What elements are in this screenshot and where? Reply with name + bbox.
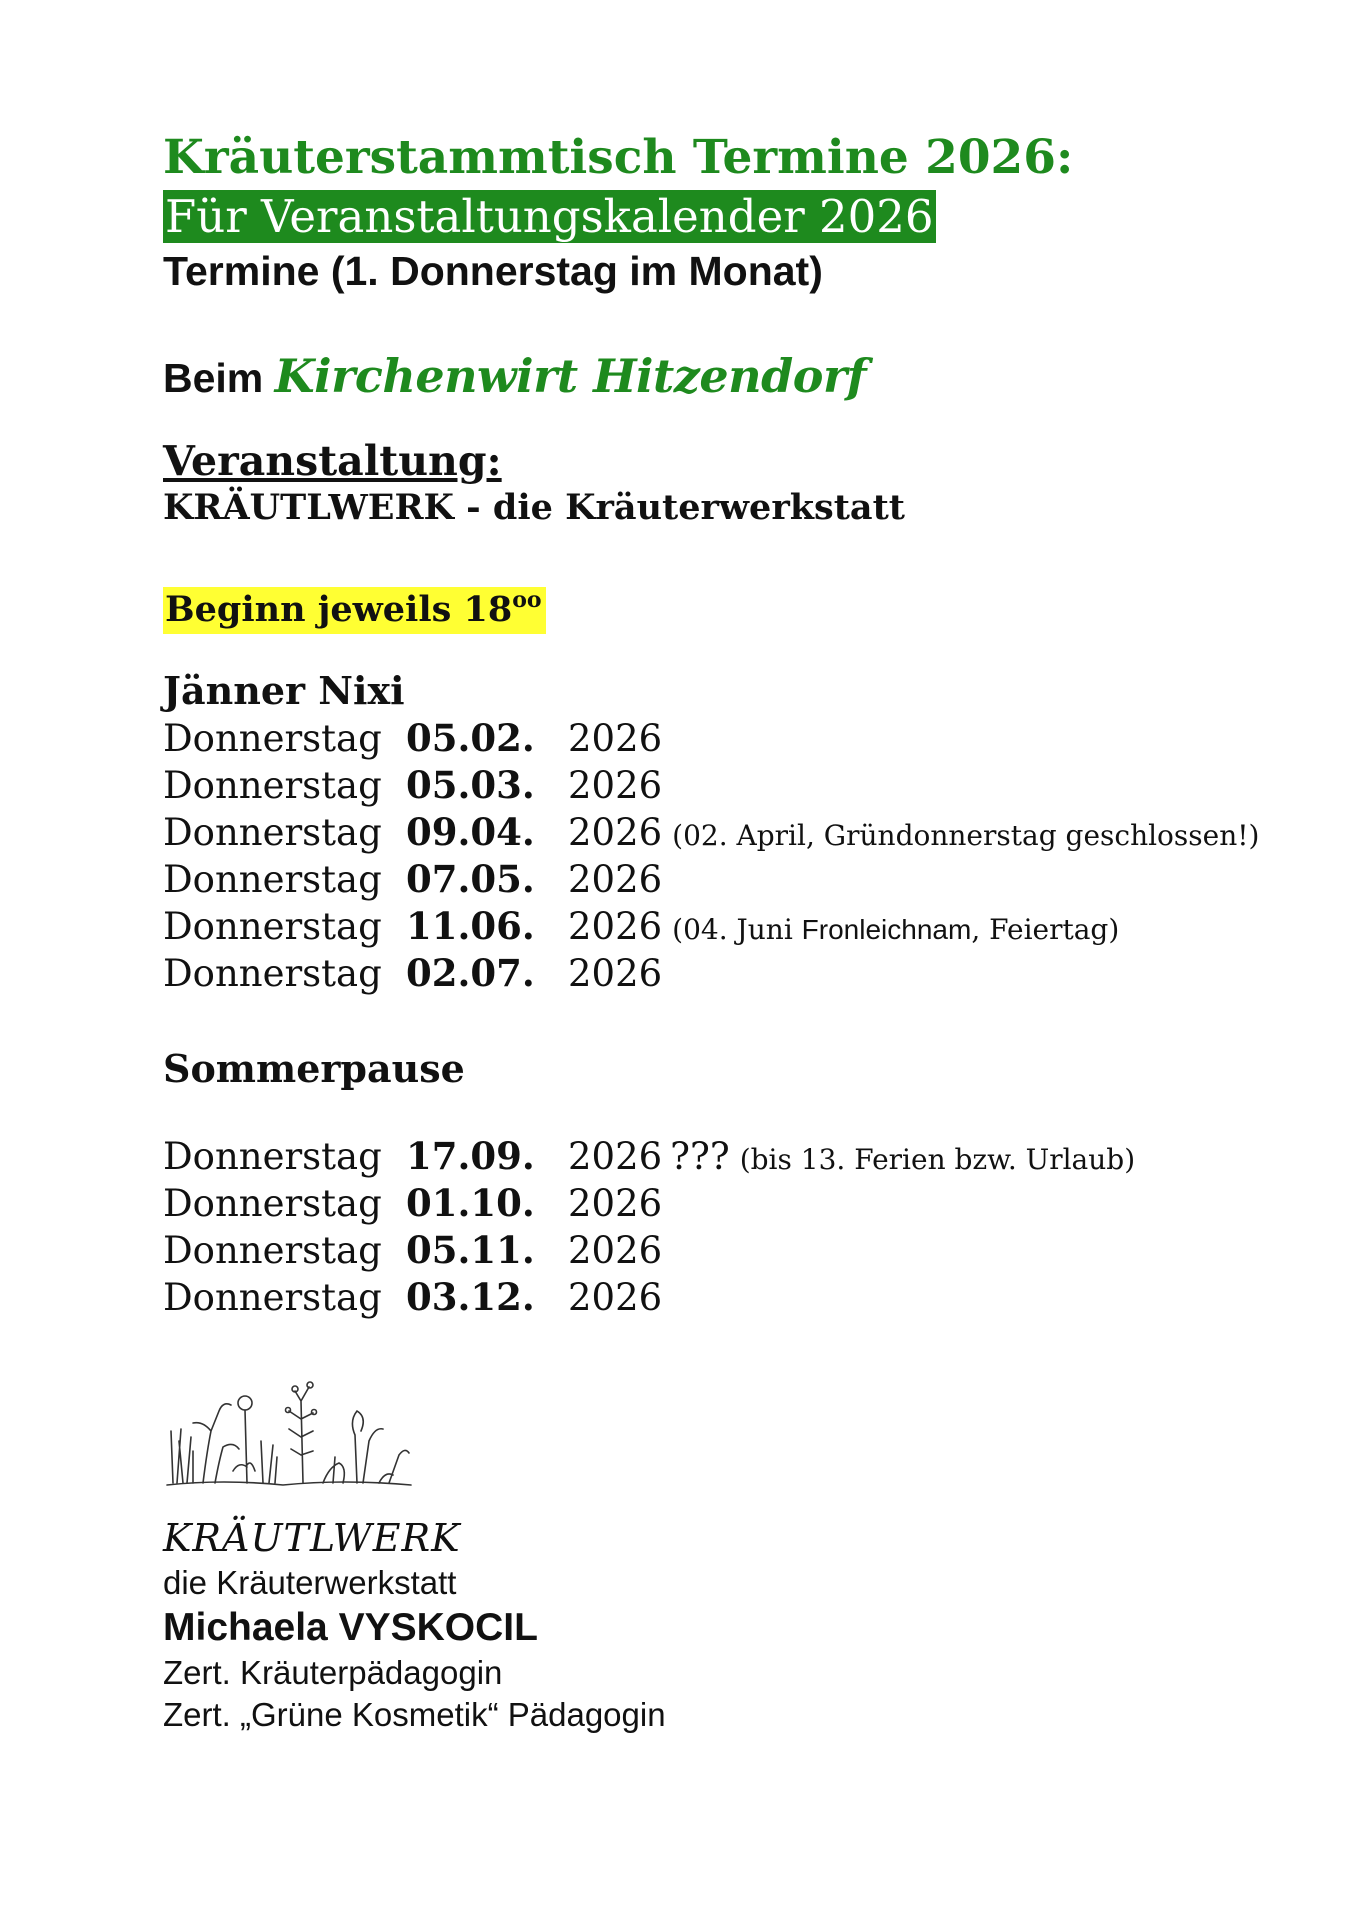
date-row bbox=[163, 950, 1303, 997]
date-row-date: 03.12. bbox=[406, 1275, 535, 1319]
venue-prefix: Beim bbox=[163, 355, 264, 401]
date-row-day: Donnerstag bbox=[163, 952, 382, 995]
schedule-note: Termine (1. Donnerstag im Monat) bbox=[163, 248, 823, 294]
date-row-date: 05.03. bbox=[406, 763, 535, 807]
date-row-date: 17.09. bbox=[406, 1134, 535, 1178]
begin-row bbox=[163, 575, 1303, 630]
date-row-day: Donnerstag bbox=[163, 1182, 382, 1225]
document-page bbox=[163, 128, 1303, 1736]
date-row-year: 2026 bbox=[568, 1229, 663, 1272]
date-row-day: Donnerstag bbox=[163, 1135, 382, 1178]
event-label: Veranstaltung: bbox=[163, 437, 502, 485]
date-row-day: Donnerstag bbox=[163, 858, 382, 901]
event-name: KRÄUTLWERK - die Kräuterwerkstatt bbox=[163, 487, 905, 528]
date-row bbox=[163, 715, 1303, 762]
date-row-year: 2026 bbox=[568, 811, 663, 854]
subtitle-row bbox=[163, 188, 1303, 246]
date-row-year: 2026 bbox=[568, 1276, 663, 1319]
begin-time-text: Beginn jeweils 18 bbox=[165, 589, 513, 630]
date-row-date: 05.02. bbox=[406, 716, 535, 760]
date-row-note-part: , Feiertag) bbox=[971, 913, 1120, 946]
date-row-note-part: (04. Juni bbox=[672, 913, 802, 946]
date-row bbox=[163, 1227, 1303, 1274]
date-row-year: 2026 bbox=[568, 905, 663, 948]
date-row-year: 2026 bbox=[568, 952, 663, 995]
begin-time bbox=[163, 587, 546, 634]
date-row-year: 2026 bbox=[568, 1135, 663, 1178]
date-row-mark: ??? bbox=[670, 1135, 730, 1178]
date-row-date: 07.05. bbox=[406, 857, 535, 901]
date-row-year: 2026 bbox=[568, 717, 663, 760]
date-row-note-part: Fronleichnam bbox=[801, 914, 972, 945]
date-row bbox=[163, 1274, 1303, 1321]
date-row bbox=[163, 809, 1303, 856]
date-row-year: 2026 bbox=[568, 858, 663, 901]
begin-time-minutes: oo bbox=[512, 587, 542, 613]
date-row bbox=[163, 1180, 1303, 1227]
date-row bbox=[163, 1133, 1303, 1180]
date-row-note: (bis 13. Ferien bzw. Urlaub) bbox=[739, 1143, 1136, 1176]
signature-subtitle: die Kräuterwerkstatt bbox=[163, 1564, 457, 1601]
date-row-date: 09.04. bbox=[406, 810, 535, 854]
date-row-year: 2026 bbox=[568, 1182, 663, 1225]
herb-illustration bbox=[163, 1371, 413, 1491]
signature-qualification: Zert. „Grüne Kosmetik“ Pädagogin bbox=[163, 1696, 666, 1733]
date-row-date: 05.11. bbox=[406, 1228, 535, 1272]
date-row-day: Donnerstag bbox=[163, 717, 382, 760]
date-row bbox=[163, 903, 1303, 950]
page-subtitle: Für Veranstaltungskalender 2026 bbox=[165, 190, 934, 243]
date-row-day: Donnerstag bbox=[163, 764, 382, 807]
group-title-second-half: Sommerpause bbox=[163, 1046, 465, 1091]
venue-name: Kirchenwirt Hitzendorf bbox=[274, 349, 866, 403]
date-row-day: Donnerstag bbox=[163, 1276, 382, 1319]
date-row-day: Donnerstag bbox=[163, 1229, 382, 1272]
date-row-day: Donnerstag bbox=[163, 905, 382, 948]
date-row-note: (02. April, Gründonnerstag geschlossen!) bbox=[672, 819, 1260, 852]
date-row-date: 01.10. bbox=[406, 1181, 535, 1225]
venue-line bbox=[163, 346, 1303, 408]
signature-name: Michaela VYSKOCIL bbox=[163, 1606, 538, 1649]
signature-qualification: Zert. Kräuterpädagogin bbox=[163, 1654, 503, 1691]
date-row-note bbox=[672, 906, 1119, 953]
signature-brand: KRÄUTLWERK bbox=[163, 1516, 461, 1560]
date-row-day: Donnerstag bbox=[163, 811, 382, 854]
group-title-first-half: Jänner Nixi bbox=[163, 668, 405, 713]
date-row bbox=[163, 856, 1303, 903]
date-row-date: 11.06. bbox=[406, 904, 535, 948]
date-row-year: 2026 bbox=[568, 764, 663, 807]
date-row bbox=[163, 762, 1303, 809]
page-title: Kräuterstammtisch Termine 2026: bbox=[163, 130, 1074, 185]
date-row-date: 02.07. bbox=[406, 951, 535, 995]
